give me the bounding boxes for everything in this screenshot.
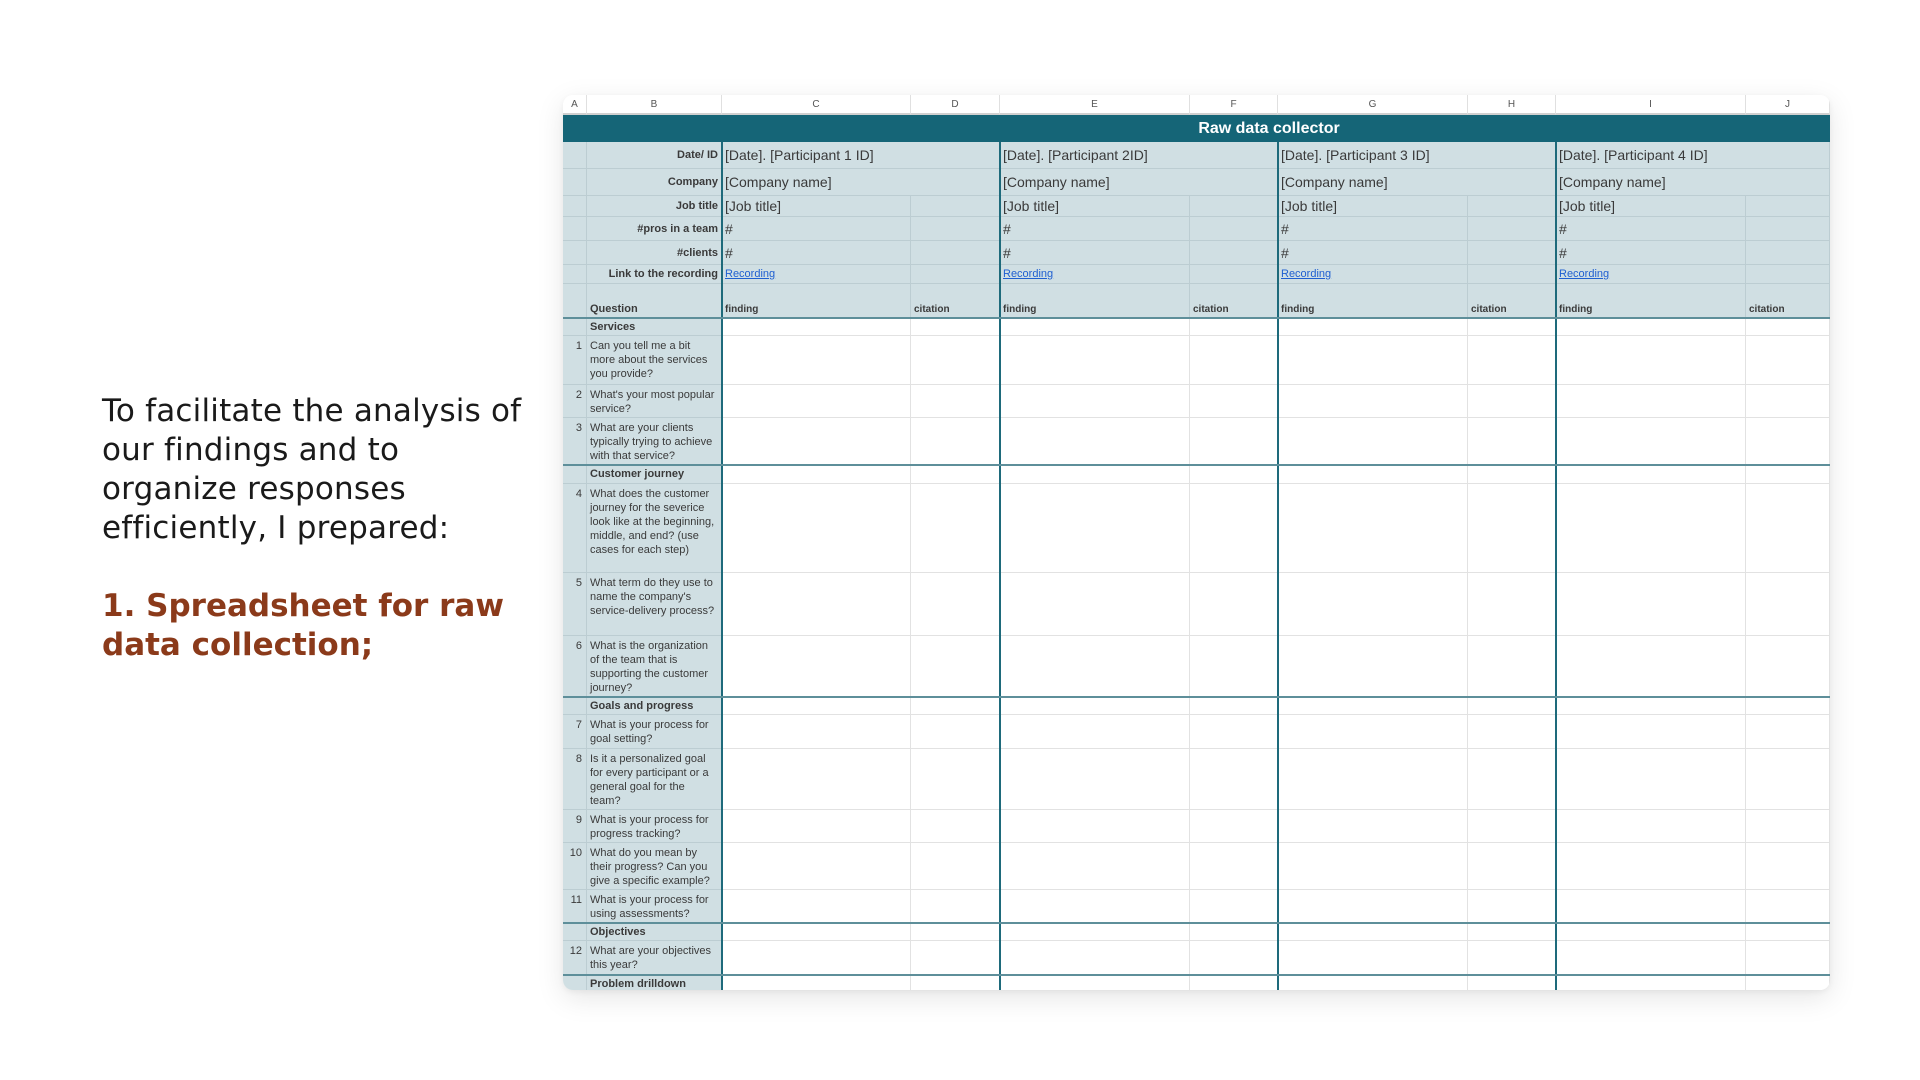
participant-3-company[interactable]: [Company name] — [1278, 169, 1556, 196]
column-header-a[interactable]: A — [563, 95, 587, 115]
question-number: 11 — [563, 890, 587, 923]
finding-cell[interactable] — [1000, 336, 1190, 385]
citation-cell[interactable] — [1190, 749, 1278, 810]
row-number-cell — [563, 465, 587, 484]
citation-cell[interactable] — [1468, 636, 1556, 697]
citation-cell[interactable] — [1190, 810, 1278, 843]
citation-cell[interactable] — [1468, 318, 1556, 336]
participant-4-clients[interactable]: # — [1556, 241, 1746, 265]
column-header-d[interactable]: D — [911, 95, 1000, 115]
citation-cell[interactable] — [911, 636, 1000, 697]
question-number: 7 — [563, 715, 587, 749]
finding-cell[interactable] — [1278, 336, 1468, 385]
participant-1-citation-header: citation — [911, 284, 1000, 318]
citation-cell[interactable] — [1468, 890, 1556, 923]
spreadsheet-grid — [563, 95, 1830, 990]
finding-cell[interactable] — [722, 843, 911, 890]
citation-cell[interactable] — [1746, 418, 1830, 465]
empty-cell[interactable] — [1468, 265, 1556, 284]
participant-1-job-title[interactable]: [Job title] — [722, 196, 911, 217]
finding-cell[interactable] — [1556, 890, 1746, 923]
participant-4-citation-header: citation — [1746, 284, 1830, 318]
citation-cell[interactable] — [1190, 336, 1278, 385]
empty-cell[interactable] — [1190, 265, 1278, 284]
finding-cell[interactable] — [1000, 318, 1190, 336]
question-text: What are your clients typically trying to achieve with that service? — [587, 418, 722, 465]
finding-cell[interactable] — [1556, 385, 1746, 418]
participant-2-pros[interactable]: # — [1000, 217, 1190, 241]
question-number: 1 — [563, 336, 587, 385]
empty-cell[interactable] — [1468, 241, 1556, 265]
row-number-cell — [563, 241, 587, 265]
participant-1-finding-header: finding — [722, 284, 911, 318]
question-text: What are your objectives this year? — [587, 941, 722, 975]
question-text: What does the customer journey for the severice look like at the beginning, middle, and end? (use cases for each step) — [587, 484, 722, 573]
intro-text: To facilitate the analysis of our findings and to organize responses efficiently, I prepared: — [102, 393, 522, 546]
citation-cell[interactable] — [1746, 318, 1830, 336]
finding-cell[interactable] — [1000, 573, 1190, 636]
row-label-clients: #clients — [587, 241, 722, 265]
question-number: 12 — [563, 941, 587, 975]
citation-cell[interactable] — [911, 843, 1000, 890]
citation-cell[interactable] — [1190, 318, 1278, 336]
citation-cell[interactable] — [911, 336, 1000, 385]
participant-3-citation-header: citation — [1468, 284, 1556, 318]
participant-4-job-title[interactable]: [Job title] — [1556, 196, 1746, 217]
finding-cell[interactable] — [1278, 941, 1468, 975]
citation-cell[interactable] — [911, 923, 1000, 941]
section-divider — [563, 696, 1830, 698]
finding-cell[interactable] — [1000, 810, 1190, 843]
row-number-cell — [563, 318, 587, 336]
empty-cell[interactable] — [1746, 196, 1830, 217]
participant-1-pros[interactable]: # — [722, 217, 911, 241]
citation-cell[interactable] — [1468, 941, 1556, 975]
citation-cell[interactable] — [1746, 573, 1830, 636]
section-header: Objectives — [587, 923, 722, 941]
finding-cell[interactable] — [722, 465, 911, 484]
finding-cell[interactable] — [1000, 385, 1190, 418]
row-number-cell — [563, 265, 587, 284]
citation-cell[interactable] — [1190, 975, 1278, 990]
section-header: Goals and progress — [587, 697, 722, 715]
question-number: 8 — [563, 749, 587, 810]
column-header-b[interactable]: B — [587, 95, 722, 115]
section-header: Services — [587, 318, 722, 336]
section-header: Customer journey — [587, 465, 722, 484]
citation-cell[interactable] — [1468, 385, 1556, 418]
question-text: What do you mean by their progress? Can you give a specific example? — [587, 843, 722, 890]
question-text: Is it a personalized goal for every participant or a general goal for the team? — [587, 749, 722, 810]
empty-cell[interactable] — [1468, 196, 1556, 217]
question-number: 2 — [563, 385, 587, 418]
column-header-h[interactable]: H — [1468, 95, 1556, 115]
citation-cell[interactable] — [1190, 465, 1278, 484]
citation-cell[interactable] — [1746, 749, 1830, 810]
question-text: What is your process for goal setting? — [587, 715, 722, 749]
finding-cell[interactable] — [1278, 385, 1468, 418]
citation-cell[interactable] — [1468, 975, 1556, 990]
empty-cell[interactable] — [1746, 241, 1830, 265]
row-number-cell — [563, 217, 587, 241]
empty-cell[interactable] — [1190, 217, 1278, 241]
group-divider — [721, 142, 723, 990]
citation-cell[interactable] — [1190, 715, 1278, 749]
citation-cell[interactable] — [1746, 890, 1830, 923]
finding-cell[interactable] — [1556, 843, 1746, 890]
question-text: What is your process for using assessments? — [587, 890, 722, 923]
citation-cell[interactable] — [1746, 715, 1830, 749]
question-text: What term do they use to name the company's service-delivery process? — [587, 573, 722, 636]
finding-cell[interactable] — [722, 923, 911, 941]
finding-cell[interactable] — [1000, 975, 1190, 990]
citation-cell[interactable] — [911, 318, 1000, 336]
question-number: 9 — [563, 810, 587, 843]
empty-cell[interactable] — [911, 196, 1000, 217]
finding-cell[interactable] — [1278, 318, 1468, 336]
finding-cell[interactable] — [1278, 749, 1468, 810]
participant-3-finding-header: finding — [1278, 284, 1468, 318]
finding-cell[interactable] — [1556, 465, 1746, 484]
citation-cell[interactable] — [1468, 418, 1556, 465]
row-label-job-title: Job title — [587, 196, 722, 217]
citation-cell[interactable] — [1190, 941, 1278, 975]
citation-cell[interactable] — [1190, 843, 1278, 890]
citation-cell[interactable] — [1746, 465, 1830, 484]
sheet-title: Raw data collector — [1198, 120, 1340, 137]
finding-cell[interactable] — [722, 715, 911, 749]
empty-cell[interactable] — [1190, 196, 1278, 217]
finding-cell[interactable] — [1278, 843, 1468, 890]
participant-3-clients[interactable]: # — [1278, 241, 1468, 265]
citation-cell[interactable] — [1190, 697, 1278, 715]
finding-cell[interactable] — [1556, 318, 1746, 336]
question-number: 5 — [563, 573, 587, 636]
finding-cell[interactable] — [1278, 923, 1468, 941]
citation-cell[interactable] — [1746, 697, 1830, 715]
citation-cell[interactable] — [1190, 923, 1278, 941]
row-number-cell — [563, 196, 587, 217]
finding-cell[interactable] — [1556, 715, 1746, 749]
citation-cell[interactable] — [911, 697, 1000, 715]
row-number-cell — [563, 923, 587, 941]
citation-cell[interactable] — [1746, 941, 1830, 975]
empty-cell[interactable] — [1468, 217, 1556, 241]
finding-cell[interactable] — [1278, 975, 1468, 990]
citation-cell[interactable] — [1468, 465, 1556, 484]
citation-cell[interactable] — [911, 573, 1000, 636]
participant-2-recording-link[interactable]: Recording — [1000, 265, 1190, 284]
finding-cell[interactable] — [722, 636, 911, 697]
empty-cell[interactable] — [911, 265, 1000, 284]
finding-cell[interactable] — [722, 810, 911, 843]
finding-cell[interactable] — [722, 336, 911, 385]
citation-cell[interactable] — [1746, 843, 1830, 890]
citation-cell[interactable] — [911, 941, 1000, 975]
participant-3-recording-link[interactable]: Recording — [1278, 265, 1468, 284]
finding-cell[interactable] — [722, 890, 911, 923]
column-header-g[interactable]: G — [1278, 95, 1468, 115]
participant-1-date-id[interactable]: [Date]. [Participant 1 ID] — [722, 142, 1000, 169]
row-number-cell — [563, 142, 587, 169]
finding-cell[interactable] — [1278, 418, 1468, 465]
finding-cell[interactable] — [1278, 715, 1468, 749]
finding-cell[interactable] — [1000, 843, 1190, 890]
finding-cell[interactable] — [1000, 418, 1190, 465]
section-divider — [563, 317, 1830, 319]
group-divider — [1277, 142, 1279, 990]
finding-cell[interactable] — [1556, 336, 1746, 385]
finding-cell[interactable] — [1556, 697, 1746, 715]
finding-cell[interactable] — [722, 318, 911, 336]
citation-cell[interactable] — [1468, 715, 1556, 749]
row-label-company: Company — [587, 169, 722, 196]
participant-1-recording-link[interactable]: Recording — [722, 265, 911, 284]
row-label-date-id: Date/ ID — [587, 142, 722, 169]
finding-cell[interactable] — [1556, 810, 1746, 843]
finding-cell[interactable] — [1000, 941, 1190, 975]
empty-cell[interactable] — [1746, 265, 1830, 284]
participant-2-job-title[interactable]: [Job title] — [1000, 196, 1190, 217]
participant-1-clients[interactable]: # — [722, 241, 911, 265]
finding-cell[interactable] — [1000, 697, 1190, 715]
finding-cell[interactable] — [1000, 715, 1190, 749]
section-header: Problem drilldown — [587, 975, 722, 990]
finding-cell[interactable] — [1556, 636, 1746, 697]
finding-cell[interactable] — [1000, 636, 1190, 697]
finding-cell[interactable] — [1556, 941, 1746, 975]
finding-cell[interactable] — [722, 941, 911, 975]
question-number: 4 — [563, 484, 587, 573]
question-column-header: Question — [587, 284, 722, 318]
citation-cell[interactable] — [1746, 810, 1830, 843]
finding-cell[interactable] — [1000, 749, 1190, 810]
finding-cell[interactable] — [1278, 810, 1468, 843]
participant-3-job-title[interactable]: [Job title] — [1278, 196, 1468, 217]
finding-cell[interactable] — [722, 385, 911, 418]
citation-cell[interactable] — [1190, 418, 1278, 465]
participant-4-recording-link[interactable]: Recording — [1556, 265, 1746, 284]
question-number: 6 — [563, 636, 587, 697]
finding-cell[interactable] — [1278, 465, 1468, 484]
citation-cell[interactable] — [911, 465, 1000, 484]
citation-cell[interactable] — [1468, 484, 1556, 573]
finding-cell[interactable] — [1278, 573, 1468, 636]
citation-cell[interactable] — [1190, 385, 1278, 418]
participant-2-clients[interactable]: # — [1000, 241, 1190, 265]
citation-cell[interactable] — [1468, 749, 1556, 810]
citation-cell[interactable] — [911, 890, 1000, 923]
question-number: 3 — [563, 418, 587, 465]
participant-4-date-id[interactable]: [Date]. [Participant 4 ID] — [1556, 142, 1830, 169]
finding-cell[interactable] — [1556, 573, 1746, 636]
participant-3-date-id[interactable]: [Date]. [Participant 3 ID] — [1278, 142, 1556, 169]
finding-cell[interactable] — [722, 418, 911, 465]
citation-cell[interactable] — [1746, 636, 1830, 697]
finding-cell[interactable] — [722, 975, 911, 990]
citation-cell[interactable] — [1190, 890, 1278, 923]
participant-1-company[interactable]: [Company name] — [722, 169, 1000, 196]
finding-cell[interactable] — [1556, 484, 1746, 573]
intro-highlight: 1. Spreadsheet for raw data collection; — [102, 588, 504, 663]
citation-cell[interactable] — [911, 810, 1000, 843]
citation-cell[interactable] — [911, 418, 1000, 465]
participant-3-pros[interactable]: # — [1278, 217, 1468, 241]
question-text: Can you tell me a bit more about the services you provide? — [587, 336, 722, 385]
finding-cell[interactable] — [1556, 418, 1746, 465]
question-text: What is your process for progress tracking? — [587, 810, 722, 843]
finding-cell[interactable] — [1000, 484, 1190, 573]
citation-cell[interactable] — [1468, 923, 1556, 941]
group-divider — [999, 142, 1001, 990]
citation-cell[interactable] — [1746, 385, 1830, 418]
citation-cell[interactable] — [1746, 484, 1830, 573]
citation-cell[interactable] — [1190, 636, 1278, 697]
finding-cell[interactable] — [722, 484, 911, 573]
citation-cell[interactable] — [911, 749, 1000, 810]
row-label-pros: #pros in a team — [587, 217, 722, 241]
empty-cell[interactable] — [1190, 241, 1278, 265]
citation-cell[interactable] — [911, 484, 1000, 573]
finding-cell[interactable] — [1556, 749, 1746, 810]
section-divider — [563, 922, 1830, 924]
citation-cell[interactable] — [1468, 336, 1556, 385]
intro-panel — [102, 392, 522, 665]
section-divider — [563, 464, 1830, 466]
column-header-j[interactable]: J — [1746, 95, 1830, 115]
citation-cell[interactable] — [911, 715, 1000, 749]
finding-cell[interactable] — [1000, 890, 1190, 923]
citation-cell[interactable] — [1468, 697, 1556, 715]
participant-4-pros[interactable]: # — [1556, 217, 1746, 241]
column-header-c[interactable]: C — [722, 95, 911, 115]
participant-2-company[interactable]: [Company name] — [1000, 169, 1278, 196]
citation-cell[interactable] — [1468, 843, 1556, 890]
participant-4-finding-header: finding — [1556, 284, 1746, 318]
citation-cell[interactable] — [1468, 810, 1556, 843]
finding-cell[interactable] — [722, 749, 911, 810]
column-header-e[interactable]: E — [1000, 95, 1190, 115]
citation-cell[interactable] — [1190, 484, 1278, 573]
row-number-cell — [563, 697, 587, 715]
question-text: What's your most popular service? — [587, 385, 722, 418]
finding-cell[interactable] — [1556, 975, 1746, 990]
participant-2-finding-header: finding — [1000, 284, 1190, 318]
participant-2-citation-header: citation — [1190, 284, 1278, 318]
citation-cell[interactable] — [1746, 923, 1830, 941]
finding-cell[interactable] — [1000, 465, 1190, 484]
finding-cell[interactable] — [722, 697, 911, 715]
row-number-cell — [563, 169, 587, 196]
empty-cell[interactable] — [911, 241, 1000, 265]
row-label-link: Link to the recording — [587, 265, 722, 284]
citation-cell[interactable] — [1746, 336, 1830, 385]
spreadsheet-screenshot — [563, 95, 1830, 990]
finding-cell[interactable] — [1278, 484, 1468, 573]
column-header-f[interactable]: F — [1190, 95, 1278, 115]
row-number-cell — [563, 284, 587, 318]
citation-cell[interactable] — [1190, 573, 1278, 636]
citation-cell[interactable] — [1468, 573, 1556, 636]
participant-4-company[interactable]: [Company name] — [1556, 169, 1830, 196]
question-text: What is the organization of the team that is supporting the customer journey? — [587, 636, 722, 697]
citation-cell[interactable] — [911, 385, 1000, 418]
finding-cell[interactable] — [1278, 697, 1468, 715]
finding-cell[interactable] — [722, 573, 911, 636]
question-number: 10 — [563, 843, 587, 890]
participant-2-date-id[interactable]: [Date]. [Participant 2ID] — [1000, 142, 1278, 169]
empty-cell[interactable] — [911, 217, 1000, 241]
citation-cell[interactable] — [911, 975, 1000, 990]
section-divider — [563, 974, 1830, 976]
column-header-i[interactable]: I — [1556, 95, 1746, 115]
finding-cell[interactable] — [1000, 923, 1190, 941]
row-number-cell — [563, 975, 587, 990]
finding-cell[interactable] — [1278, 636, 1468, 697]
citation-cell[interactable] — [1746, 975, 1830, 990]
finding-cell[interactable] — [1556, 923, 1746, 941]
group-divider — [1555, 142, 1557, 990]
finding-cell[interactable] — [1278, 890, 1468, 923]
empty-cell[interactable] — [1746, 217, 1830, 241]
